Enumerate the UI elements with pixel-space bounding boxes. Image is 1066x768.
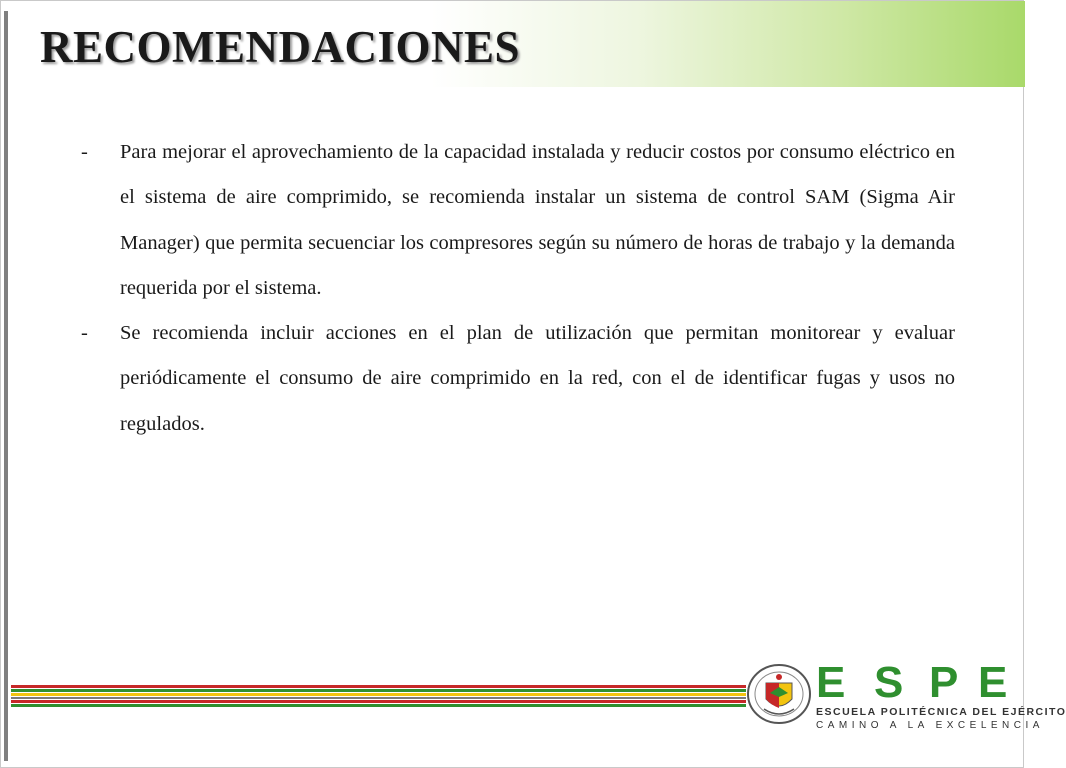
bullet-dash: - [81, 141, 88, 163]
list-item [75, 130, 955, 311]
espe-crest-logo-icon [746, 663, 812, 725]
slide-title: RECOMENDACIONES [40, 22, 521, 72]
list-item [75, 311, 955, 447]
school-name: ESCUELA POLITÉCNICA DEL EJÉRCITO [816, 706, 1066, 718]
wordmark-letter: S [874, 658, 904, 707]
red-stripe [11, 685, 746, 688]
bullet-dash: - [81, 322, 88, 345]
espe-wordmark [816, 658, 1008, 707]
yellow-stripe [11, 693, 746, 696]
left-border-rule [4, 11, 8, 761]
footer-color-stripes [11, 685, 746, 711]
list-item-text: Se recomienda incluir acciones en el plan de utilización que permitan monitorear y evaluar periódicamente el consumo de aire comprimido en la red, con el de identificar fugas y usos no regulados. [120, 322, 955, 435]
wordmark-letter: P [929, 658, 959, 707]
gray-stripe [11, 697, 746, 699]
green-stripe [11, 689, 746, 692]
wordmark-letter: E [816, 658, 846, 707]
green-stripe [11, 704, 746, 707]
wordmark-letter: E [978, 658, 1008, 707]
list-item-text: Para mejorar el aprovechamiento de la capacidad instalada y reducir costos por consumo eléctrico en el sistema de aire comprimido, se recomienda instalar un sistema de control SAM (Sigma Air Manager) que permita secuenciar los compresores según su número de horas de trabajo y la demanda requerida por el sistema. [120, 141, 955, 299]
recommendations-list [75, 130, 955, 447]
school-motto: CAMINO A LA EXCELENCIA [816, 720, 1044, 731]
red-stripe [11, 700, 746, 703]
